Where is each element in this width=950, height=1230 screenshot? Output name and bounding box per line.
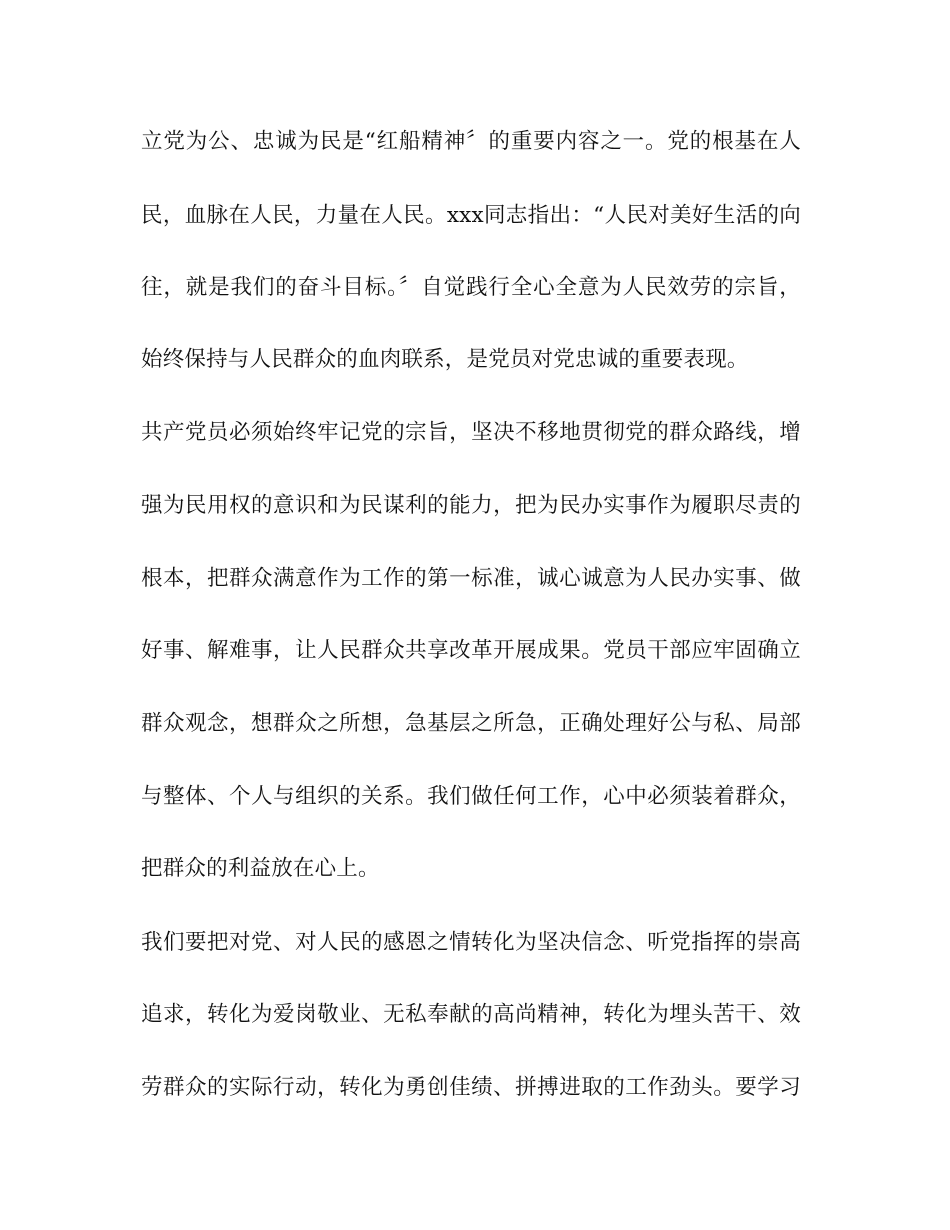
text-line: 往，就是我们的奋斗目标。〞自觉践行全心全意为人民效劳的宗旨， — [141, 275, 801, 300]
text-line: 根本，把群众满意作为工作的第一标准，诚心诚意为人民办实事、做 — [141, 566, 801, 591]
text-line: 群众观念，想群众之所想，急基层之所急，正确处理好公与私、局部 — [141, 711, 801, 736]
text-line: 始终保持与人民群众的血肉联系，是党员对党忠诚的重要表现。 — [141, 347, 749, 372]
text-line: 强为民用权的意识和为民谋利的能力，把为民办实事作为履职尽责的 — [141, 493, 801, 518]
text-line: 立党为公、忠诚为民是“红船精神〞的重要内容之一。党的根基在人 — [141, 129, 801, 154]
text-line: 共产党员必须始终牢记党的宗旨，坚决不移地贯彻党的群众路线，增 — [141, 420, 801, 445]
text-line: 好事、解难事，让人民群众共享改革开展成果。党员干部应牢固确立 — [141, 638, 801, 663]
text-line: 我们要把对党、对人民的感恩之情转化为坚决信念、听党指挥的崇高 — [141, 930, 801, 955]
text-line: 与整体、个人与组织的关系。我们做任何工作，心中必须装着群众， — [141, 784, 801, 809]
text-line: 劳群众的实际行动，转化为勇创佳绩、拼搏进取的工作劲头。要学习 — [141, 1075, 801, 1100]
text-line: 把群众的利益放在心上。 — [141, 856, 380, 881]
text-line: 追求，转化为爱岗敬业、无私奉献的高尚精神，转化为埋头苦干、效 — [141, 1002, 801, 1027]
text-line: 民，血脉在人民，力量在人民。xxx同志指出：“人民对美好生活的向 — [141, 203, 801, 228]
